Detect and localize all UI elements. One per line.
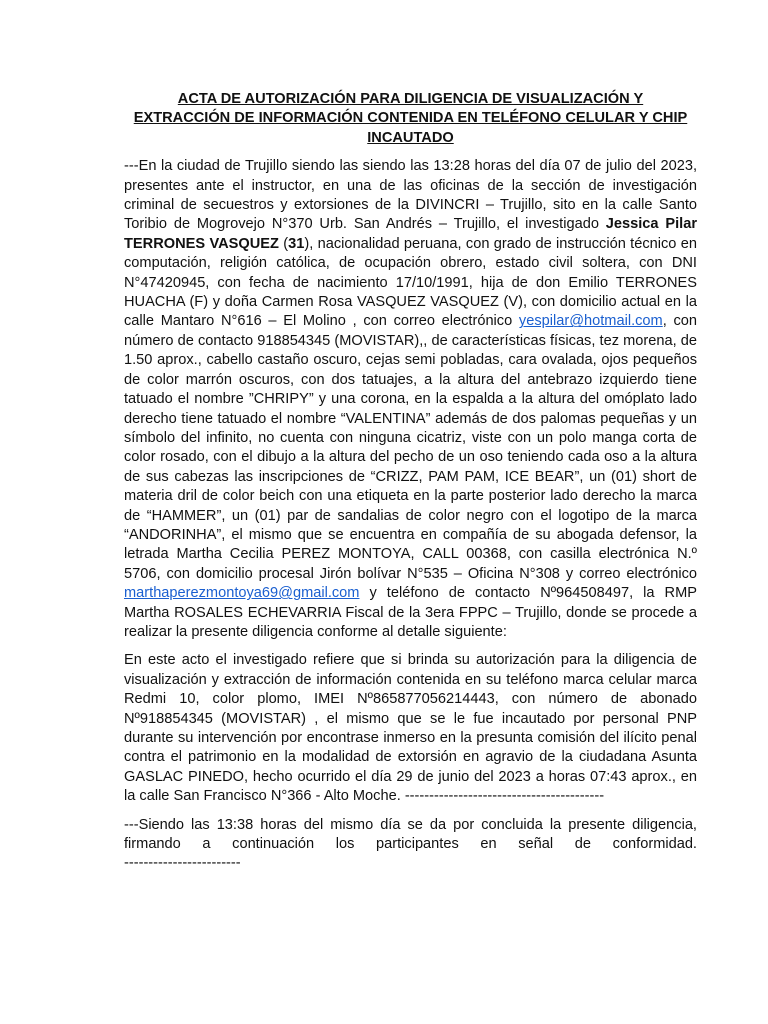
paragraph-3-text: ---Siendo las 13:38 horas del mismo día se da por concluida la presente diligencia, firmando a continuación los participantes en señal de conformidad. xyxy=(124,816,697,853)
paragraph-3 xyxy=(124,816,697,874)
paragraph-1-text-c: ), nacionalidad peruana, con grado de instrucción técnico en computación, religión católica, de ocupación obrero, estado civil soltera, con DNI N°47420945, con fecha de nacimiento 17/10/1991, hija de don Emilio TERRONES HUACHA (F) y doña Carmen Rosa VASQUEZ VASQUEZ (V), con domicilio actual en la calle Mantaro N°616 – El Molino , con correo electrónico xyxy=(124,235,697,330)
document-title xyxy=(124,90,697,148)
paragraph-1-text-e: y teléfono de contacto Nº964508497, la RMP Martha ROSALES ECHEVARRIA Fiscal de la 3era FPPC – Trujillo, donde se procede a realizar la presente diligencia conforme al detalle siguiente: xyxy=(124,585,697,640)
email-link-lawyer[interactable]: marthaperezmontoya69@gmail.com xyxy=(124,585,360,602)
title-line-3: INCAUTADO xyxy=(367,129,454,146)
document-page xyxy=(124,90,697,883)
investigated-age: 31 xyxy=(288,235,305,252)
title-line-1: ACTA DE AUTORIZACIÓN PARA DILIGENCIA DE VISUALIZACIÓN Y xyxy=(177,91,644,107)
email-link-investigated[interactable]: yespilar@hotmail.com xyxy=(518,313,663,330)
title-line-2: EXTRACCIÓN DE INFORMACIÓN CONTENIDA EN TELÉFONO CELULAR Y CHIP xyxy=(133,110,688,127)
paragraph-3-dashes: ------------------------ xyxy=(124,855,241,872)
paragraph-1-text-b: ( xyxy=(278,235,289,252)
investigated-name: Jessica Pilar TERRONES VASQUEZ xyxy=(124,216,698,252)
paragraph-1-text-d: , con número de contacto 918854345 (MOVISTAR),, de características físicas, tez morena, de 1.50 aprox., cabello castaño oscuro, cejas semi pobladas, cara ovalada, ojos pequeños de color marrón oscuros, con dos tatuajes, a la altura del antebrazo izquierdo tiene tatuado el nombre ”CHRIPY” y una corona, en la espalda a la altura del omóplato lado derecho tiene tatuado el nombre “VALENTINA” además de dos palomas pequeñas y un símbolo del infinito, no cuenta con ninguna cicatriz, viste con un polo manga corta de color rosado, con el dibujo a la altura del pecho de un oso teniendo cada oso a la altura de sus cabezas las inscripciones de “CRIZZ, PAM PAM, ICE BEAR”, un (01) short de materia dril de color beich con una etiqueta en la parte posterior lado derecho la marca de “HAMMER”, un (01) par de sandalias de color negro con el logotipo de la marca “ANDORINHA”, el mismo que se encuentra en compañía de su abogada defensor, la letrada Martha Cecilia PEREZ MONTOYA, CALL 00368, con casilla electrónica N.º 5706, con domicilio procesal Jirón bolívar N°535 – Oficina N°308 y correo electrónico xyxy=(124,313,697,582)
paragraph-2: En este acto el investigado refiere que si brinda su autorización para la diligencia de visualización y extracción de información contenida en su teléfono marca celular marca Redmi 10, color plomo, IMEI Nº865877056214443, con número de abonado Nº918854345 (MOVISTAR) , el mismo que se le fue incautado por personal PNP durante su intervención por encontrase inmerso en la presunta comisión del ilícito penal contra el patrimonio en la modalidad de extorsión en agravio de la ciudadana Asunta GASLAC PINEDO, hecho ocurrido el día 29 de junio del 2023 a horas 07:43 aprox., en la calle San Francisco N°366 - Alto Moche. ----------------------------------------- xyxy=(124,652,697,805)
paragraph-1-text-a: ---En la ciudad de Trujillo siendo las siendo las 13:28 horas del día 07 de julio del 2023, presentes ante el instructor, en una de las oficinas de la sección de investigación criminal de secuestros y extorsiones de la DIVINCRI – Trujillo, sito en la calle Santo Toribio de Mogrovejo N°370 Urb. San Andrés – Trujillo, el investigado xyxy=(124,158,697,233)
paragraph-1 xyxy=(124,157,697,642)
